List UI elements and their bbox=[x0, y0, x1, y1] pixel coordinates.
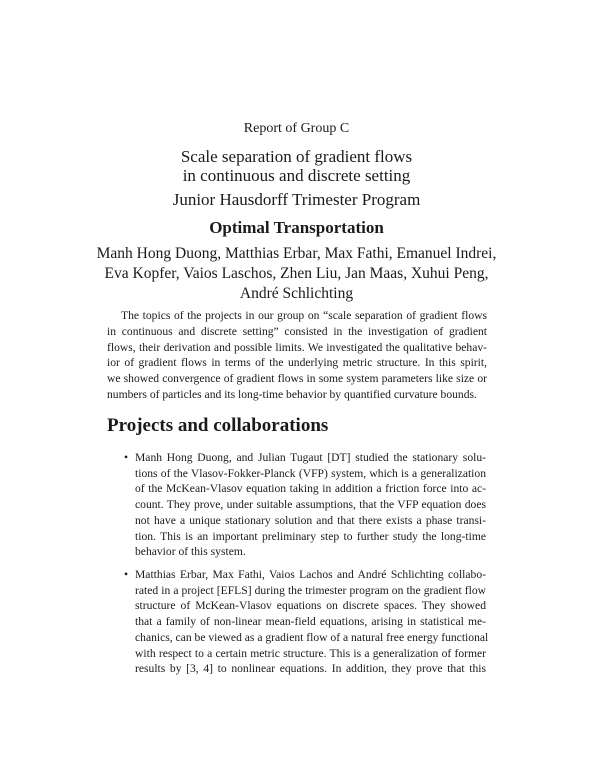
abstract-line: flows, their derivation and possible limits. We investigated the qualitative behav- bbox=[107, 340, 487, 354]
list-item-line: rated in a project [EFLS] during the trimester program on the gradient flow bbox=[135, 583, 486, 597]
section-heading: Projects and collaborations bbox=[107, 415, 329, 436]
list-item-text bbox=[135, 450, 486, 560]
list-item bbox=[0, 450, 593, 560]
paper-title-line: in continuous and discrete setting bbox=[182, 166, 411, 185]
author-line: André Schlichting bbox=[239, 285, 354, 302]
author-line: Eva Kopfer, Vaios Laschos, Zhen Liu, Jan Maas, Xuhui Peng, bbox=[104, 265, 489, 282]
list-item-line: Matthias Erbar, Max Fathi, Vaios Lachos and André Schlichting collabo- bbox=[135, 568, 486, 581]
list-item-line: count. They prove, under suitable assumptions, that the VFP equation does bbox=[135, 498, 486, 512]
program-name: Junior Hausdorff Trimester Program bbox=[172, 190, 421, 209]
author-list bbox=[0, 244, 593, 304]
abstract bbox=[107, 308, 487, 403]
list-item-line: not have a unique stationary solution and that there exists a phase transi- bbox=[135, 513, 486, 527]
list-item-line: that a family of non-linear mean-field equations, arising in statistical me- bbox=[135, 615, 486, 629]
theme-title: Optimal Transportation bbox=[209, 218, 384, 237]
list-item-line: tions of the Vlasov-Fokker-Planck (VFP) system, which is a generalization bbox=[135, 466, 486, 480]
abstract-line: we showed convergence of gradient flows in some system parameters like size or bbox=[107, 372, 487, 386]
list-item-line: Manh Hong Duong, and Julian Tugaut [DT] studied the stationary solu- bbox=[135, 451, 486, 464]
abstract-line: ior of gradient flows in terms of the underlying metric structure. In this spirit, bbox=[107, 356, 487, 370]
list-item-line: results by [3, 4] to nonlinear equations. In addition, they prove that this bbox=[135, 662, 486, 676]
list-item-line: structure of McKean-Vlasov equations on discrete spaces. They showed bbox=[135, 599, 486, 613]
list-item-line: behavior of this system. bbox=[135, 545, 246, 559]
abstract-line: The topics of the projects in our group on “scale separation of gradient flows bbox=[121, 309, 487, 322]
abstract-line: numbers of particles and its long-time behavior by quantified curvature bounds. bbox=[107, 387, 477, 401]
list-item-text bbox=[135, 567, 489, 677]
list-item-line: with respect to a certain metric structure. This is a generalization of former bbox=[135, 646, 486, 660]
list-item-line: of the McKean-Vlasov equation taking in addition a friction force into ac- bbox=[135, 482, 486, 496]
abstract-line: in continuous and discrete setting” consisted in the investigation of gradient bbox=[107, 324, 487, 338]
report-label: Report of Group C bbox=[243, 121, 350, 136]
list-item-line: tion. This is an important preliminary step to further study the long-time bbox=[135, 529, 486, 543]
paper-title-line: Scale separation of gradient flows bbox=[180, 147, 413, 166]
bullet-marker: • bbox=[124, 451, 129, 464]
list-item-line: chanics, can be viewed as a gradient flow of a natural free energy functional bbox=[135, 630, 489, 644]
bullet-marker: • bbox=[124, 568, 129, 581]
paper-title bbox=[0, 147, 593, 185]
author-line: Manh Hong Duong, Matthias Erbar, Max Fathi, Emanuel Indrei, bbox=[96, 245, 497, 262]
list-item bbox=[0, 567, 593, 682]
